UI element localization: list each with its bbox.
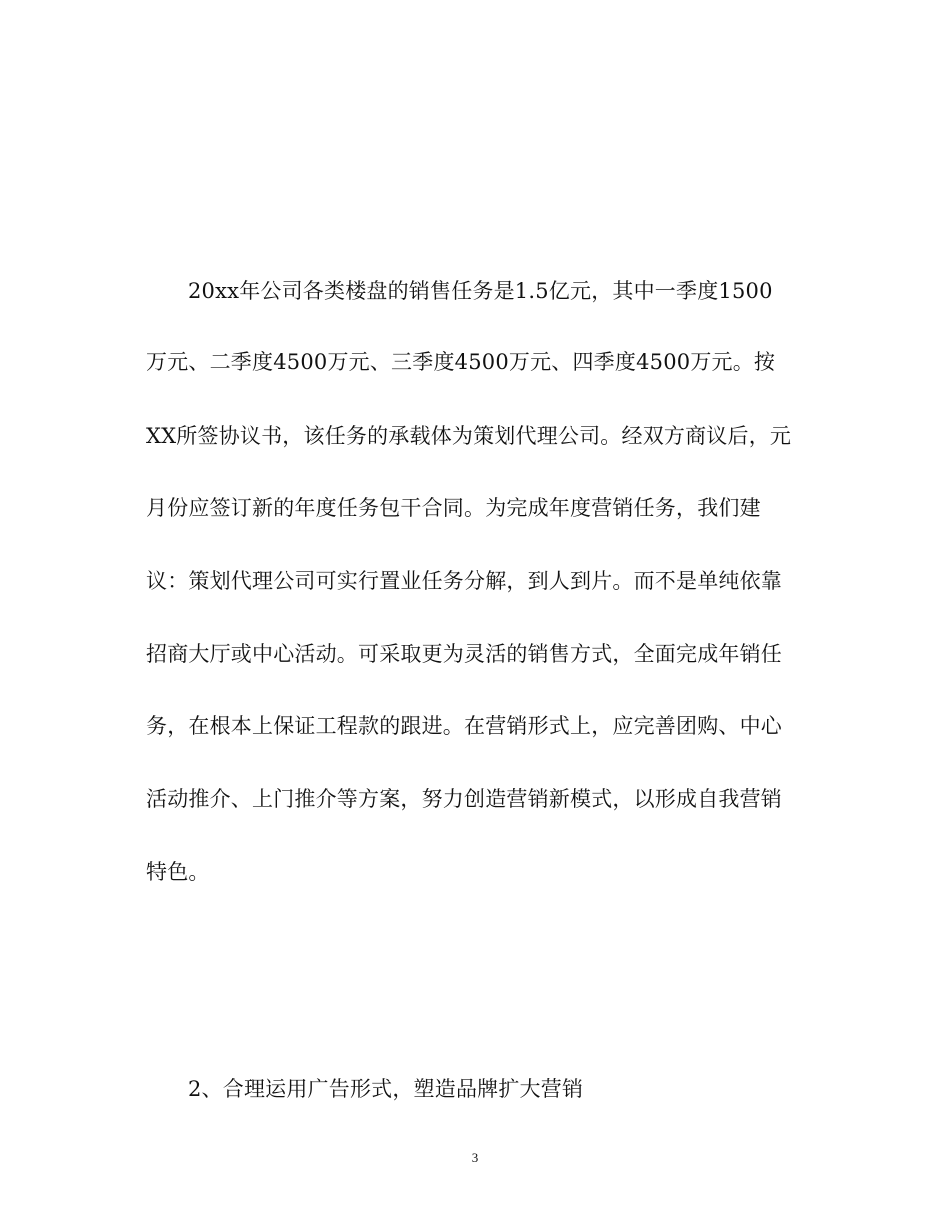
paragraph-line: 万元、二季度4500万元、三季度4500万元、四季度4500万元。按 — [146, 350, 776, 374]
paragraph-line: 20xx年公司各类楼盘的销售任务是1.5亿元，其中一季度1500 — [188, 279, 773, 303]
paragraph-line: 招商大厅或中心活动。可采取更为灵活的销售方式，全面完成年销任 — [146, 642, 782, 666]
section-heading: 2、合理运用广告形式，塑造品牌扩大营销 — [188, 1077, 584, 1101]
paragraph-line: 月份应签订新的年度任务包干合同。为完成年度营销任务，我们建 — [146, 496, 761, 520]
paragraph-line: 特色。 — [146, 860, 210, 884]
paragraph-line: 务，在根本上保证工程款的跟进。在营销形式上，应完善团购、中心 — [146, 714, 782, 738]
paragraph-line: XX所签协议书，该任务的承载体为策划代理公司。经双方商议后，元 — [146, 424, 792, 448]
paragraph-line: 议：策划代理公司可实行置业任务分解，到人到片。而不是单纯依靠 — [146, 569, 782, 593]
page-number: 3 — [471, 1150, 479, 1165]
paragraph-line: 活动推介、上门推介等方案，努力创造营销新模式，以形成自我营销 — [146, 787, 782, 811]
